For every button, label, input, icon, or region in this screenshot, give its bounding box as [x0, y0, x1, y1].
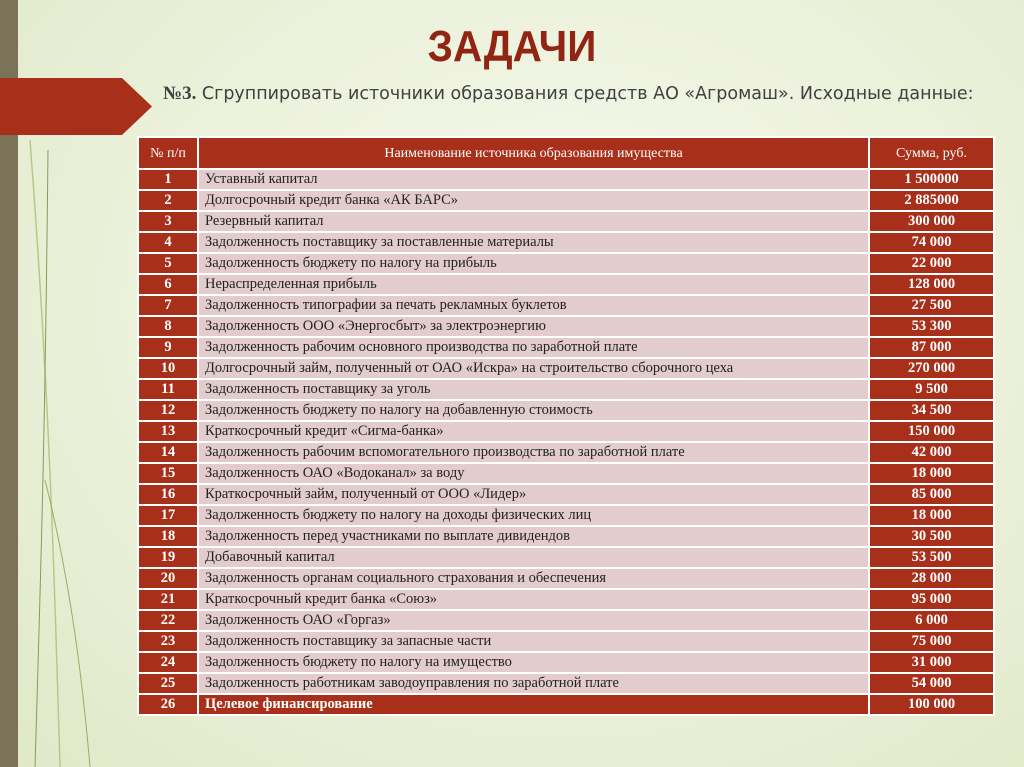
row-name: Задолженность ООО «Энергосбыт» за электроэнергию	[198, 316, 869, 337]
row-name: Задолженность типографии за печать рекламных буклетов	[198, 295, 869, 316]
row-name: Задолженность ОАО «Водоканал» за воду	[198, 463, 869, 484]
header-sum: Сумма, руб.	[869, 137, 994, 169]
row-number: 5	[138, 253, 198, 274]
row-name: Задолженность бюджету по налогу на прибыль	[198, 253, 869, 274]
row-sum: 2 885000	[869, 190, 994, 211]
row-name: Задолженность поставщику за уголь	[198, 379, 869, 400]
table-row	[138, 631, 994, 652]
row-sum: 85 000	[869, 484, 994, 505]
header-number: № п/п	[138, 137, 198, 169]
table-row	[138, 442, 994, 463]
row-sum: 300 000	[869, 211, 994, 232]
row-number: 22	[138, 610, 198, 631]
row-number: 4	[138, 232, 198, 253]
row-name: Долгосрочный займ, полученный от ОАО «Искра» на строительство сборочного цеха	[198, 358, 869, 379]
row-number: 25	[138, 673, 198, 694]
row-name: Задолженность поставщику за запасные части	[198, 631, 869, 652]
table-row	[138, 316, 994, 337]
table-row	[138, 295, 994, 316]
table-row	[138, 526, 994, 547]
task-text	[163, 82, 983, 106]
row-number: 16	[138, 484, 198, 505]
row-sum: 42 000	[869, 442, 994, 463]
row-name: Задолженность перед участниками по выплате дивидендов	[198, 526, 869, 547]
sources-table	[137, 136, 995, 716]
row-name: Задолженность ОАО «Горгаз»	[198, 610, 869, 631]
row-sum: 9 500	[869, 379, 994, 400]
row-name: Задолженность поставщику за поставленные материалы	[198, 232, 869, 253]
table-row	[138, 547, 994, 568]
table-row	[138, 484, 994, 505]
task-description: Сгруппировать источники образования средств АО «Агромаш». Исходные данные:	[196, 84, 974, 104]
row-number: 1	[138, 169, 198, 190]
row-sum: 53 500	[869, 547, 994, 568]
row-number: 10	[138, 358, 198, 379]
table-row	[138, 694, 994, 715]
row-sum: 1 500000	[869, 169, 994, 190]
table-row	[138, 190, 994, 211]
row-sum: 30 500	[869, 526, 994, 547]
row-number: 12	[138, 400, 198, 421]
row-name: Целевое финансирование	[198, 694, 869, 715]
row-number: 23	[138, 631, 198, 652]
row-sum: 54 000	[869, 673, 994, 694]
header-name: Наименование источника образования имущества	[198, 137, 869, 169]
row-number: 13	[138, 421, 198, 442]
row-number: 15	[138, 463, 198, 484]
row-sum: 270 000	[869, 358, 994, 379]
row-name: Задолженность бюджету по налогу на имущество	[198, 652, 869, 673]
row-sum: 6 000	[869, 610, 994, 631]
row-name: Добавочный капитал	[198, 547, 869, 568]
row-name: Резервный капитал	[198, 211, 869, 232]
row-name: Краткосрочный кредит банка «Союз»	[198, 589, 869, 610]
table-row	[138, 673, 994, 694]
row-number: 3	[138, 211, 198, 232]
table-row	[138, 610, 994, 631]
row-sum: 22 000	[869, 253, 994, 274]
table-row	[138, 337, 994, 358]
table-row	[138, 652, 994, 673]
row-sum: 53 300	[869, 316, 994, 337]
table-row	[138, 568, 994, 589]
table-row	[138, 379, 994, 400]
row-name: Задолженность бюджету по налогу на добавленную стоимость	[198, 400, 869, 421]
table-row	[138, 232, 994, 253]
row-number: 18	[138, 526, 198, 547]
row-sum: 18 000	[869, 505, 994, 526]
row-sum: 74 000	[869, 232, 994, 253]
table-row	[138, 253, 994, 274]
row-sum: 18 000	[869, 463, 994, 484]
row-number: 20	[138, 568, 198, 589]
row-name: Нераспределенная прибыль	[198, 274, 869, 295]
row-sum: 87 000	[869, 337, 994, 358]
row-name: Задолженность работникам заводоуправления по заработной плате	[198, 673, 869, 694]
table-row	[138, 589, 994, 610]
row-name: Задолженность бюджету по налогу на доходы физических лиц	[198, 505, 869, 526]
table-row	[138, 358, 994, 379]
table-header	[138, 137, 994, 169]
table-row	[138, 421, 994, 442]
row-sum: 150 000	[869, 421, 994, 442]
row-number: 11	[138, 379, 198, 400]
row-sum: 31 000	[869, 652, 994, 673]
row-number: 26	[138, 694, 198, 715]
table-row	[138, 463, 994, 484]
table-row	[138, 274, 994, 295]
table-row	[138, 211, 994, 232]
row-number: 8	[138, 316, 198, 337]
task-number: №3.	[163, 83, 197, 104]
row-name: Задолженность рабочим основного производства по заработной плате	[198, 337, 869, 358]
slide-title: ЗАДАЧИ	[427, 22, 597, 71]
row-sum: 100 000	[869, 694, 994, 715]
row-sum: 28 000	[869, 568, 994, 589]
row-sum: 34 500	[869, 400, 994, 421]
row-number: 9	[138, 337, 198, 358]
title-arrow-shape	[0, 78, 152, 135]
row-number: 2	[138, 190, 198, 211]
table-row	[138, 169, 994, 190]
row-sum: 128 000	[869, 274, 994, 295]
row-number: 24	[138, 652, 198, 673]
row-name: Уставный капитал	[198, 169, 869, 190]
row-number: 6	[138, 274, 198, 295]
row-number: 14	[138, 442, 198, 463]
table-row	[138, 400, 994, 421]
row-number: 17	[138, 505, 198, 526]
row-number: 21	[138, 589, 198, 610]
row-sum: 27 500	[869, 295, 994, 316]
row-name: Задолженность рабочим вспомогательного производства по заработной плате	[198, 442, 869, 463]
row-number: 7	[138, 295, 198, 316]
row-sum: 95 000	[869, 589, 994, 610]
table-row	[138, 505, 994, 526]
row-name: Краткосрочный займ, полученный от ООО «Лидер»	[198, 484, 869, 505]
row-name: Задолженность органам социального страхования и обеспечения	[198, 568, 869, 589]
row-name: Долгосрочный кредит банка «АК БАРС»	[198, 190, 869, 211]
row-number: 19	[138, 547, 198, 568]
row-name: Краткосрочный кредит «Сигма-банка»	[198, 421, 869, 442]
row-sum: 75 000	[869, 631, 994, 652]
